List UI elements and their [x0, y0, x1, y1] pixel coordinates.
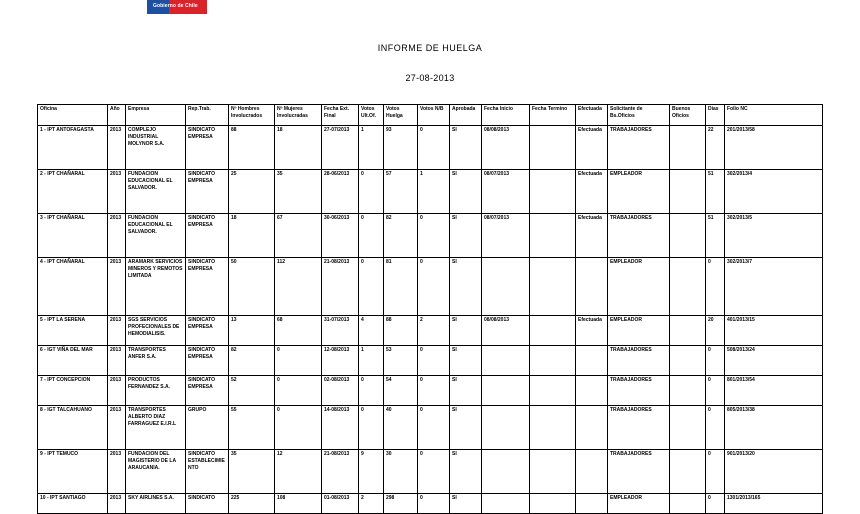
- table-cell: FUNDACION EDUCACIONAL EL SALVADOR.: [126, 214, 186, 258]
- table-cell: [670, 376, 706, 406]
- table-cell: 21-08/2013: [322, 450, 359, 494]
- table-cell: [670, 126, 706, 170]
- column-header: Rep.Trab.: [186, 105, 229, 126]
- table-cell: SINDICATO EMPRESA: [186, 214, 229, 258]
- table-cell: [530, 450, 576, 494]
- table-cell: 302/2013/5: [725, 214, 823, 258]
- table-row: [38, 376, 823, 406]
- table-cell: 2013: [108, 450, 126, 494]
- table-cell: 298: [384, 494, 418, 514]
- table-cell: SINDICATO ESTABLECIMIENTO: [186, 450, 229, 494]
- table-row: [38, 450, 823, 494]
- table-cell: 2013: [108, 316, 126, 346]
- table-cell: SINDICATO EMPRESA: [186, 376, 229, 406]
- table-cell: 1: [359, 346, 384, 376]
- table-cell: 28-06/2013: [322, 170, 359, 214]
- table-cell: [576, 346, 608, 376]
- table-cell: 35: [275, 170, 322, 214]
- table-cell: 0: [275, 406, 322, 450]
- table-cell: 08/07/2013: [482, 214, 530, 258]
- table-cell: [670, 494, 706, 514]
- table-cell: [530, 316, 576, 346]
- table-cell: 1301/2013/165: [725, 494, 823, 514]
- table-cell: 67: [275, 214, 322, 258]
- table-cell: 1 - IPT ANTOFAGASTA: [38, 126, 108, 170]
- table-cell: SINDICATO EMPRESA: [186, 316, 229, 346]
- table-row: [38, 258, 823, 316]
- header-row: [38, 105, 823, 126]
- table-row: [38, 406, 823, 450]
- table-cell: 14-08/2013: [322, 406, 359, 450]
- table-cell: [482, 376, 530, 406]
- table-cell: SINDICATO: [186, 494, 229, 514]
- column-header: Nº Mujeres Involucradas: [275, 105, 322, 126]
- table-cell: 302/2013/4: [725, 170, 823, 214]
- column-header: Solicitante de Bs.Oficios: [608, 105, 670, 126]
- table-cell: Efectuada: [576, 126, 608, 170]
- table-cell: EMPLEADOR: [608, 316, 670, 346]
- table-cell: 0: [275, 376, 322, 406]
- table-cell: 0: [275, 346, 322, 376]
- table-cell: PRODUCTOS FERNANDEZ S.A.: [126, 376, 186, 406]
- table-cell: ARAMARK SERVICIOS MINEROS Y REMOTOS LIMITADA: [126, 258, 186, 316]
- table-cell: [670, 346, 706, 376]
- table-cell: TRABAJADORES: [608, 346, 670, 376]
- table-cell: 30-06/2013: [322, 214, 359, 258]
- table-cell: 2013: [108, 406, 126, 450]
- table-cell: 508/2013/24: [725, 346, 823, 376]
- table-cell: [670, 170, 706, 214]
- table-cell: 01-08/2013: [322, 494, 359, 514]
- table-cell: 30: [384, 450, 418, 494]
- table-cell: [482, 406, 530, 450]
- table-cell: 51: [706, 170, 725, 214]
- table-cell: SGS SERVICIOS PROFECIONALES DE HEMODIALISIS.: [126, 316, 186, 346]
- table-row: [38, 170, 823, 214]
- table-cell: SI: [450, 258, 482, 316]
- table-cell: EMPLEADOR: [608, 494, 670, 514]
- table-cell: 51: [706, 214, 725, 258]
- column-header: Efectuada: [576, 105, 608, 126]
- table-cell: 0: [418, 126, 450, 170]
- table-cell: [482, 494, 530, 514]
- table-cell: 0: [359, 406, 384, 450]
- table-cell: 20: [706, 316, 725, 346]
- table-cell: [530, 494, 576, 514]
- table-cell: SKY AIRLINES S.A.: [126, 494, 186, 514]
- strike-report-table: [37, 104, 823, 514]
- table-cell: 54: [384, 376, 418, 406]
- table-cell: 9 - IPT TEMUCO: [38, 450, 108, 494]
- table-cell: 0: [706, 346, 725, 376]
- table-cell: 25: [229, 170, 275, 214]
- table-cell: 0: [359, 214, 384, 258]
- table-cell: 27-07/2013: [322, 126, 359, 170]
- table-cell: Efectuada: [576, 316, 608, 346]
- table-cell: TRABAJADORES: [608, 406, 670, 450]
- table-cell: SI: [450, 316, 482, 346]
- column-header: Días: [706, 105, 725, 126]
- table-cell: 82: [229, 346, 275, 376]
- table-cell: 52: [229, 376, 275, 406]
- table-cell: 82: [384, 214, 418, 258]
- table-cell: Efectuada: [576, 170, 608, 214]
- table-cell: [530, 346, 576, 376]
- table-cell: 2013: [108, 346, 126, 376]
- table-row: [38, 316, 823, 346]
- table-cell: EMPLEADOR: [608, 258, 670, 316]
- table-cell: 18: [275, 126, 322, 170]
- table-cell: SI: [450, 346, 482, 376]
- table-cell: [576, 258, 608, 316]
- table-cell: 88: [229, 126, 275, 170]
- table-cell: [482, 346, 530, 376]
- table-cell: 0: [418, 450, 450, 494]
- table-cell: 0: [706, 258, 725, 316]
- column-header: Fecha Termino: [530, 105, 576, 126]
- table-cell: [482, 450, 530, 494]
- table-cell: 55: [229, 406, 275, 450]
- table-cell: 201/2013/58: [725, 126, 823, 170]
- table-cell: 40: [384, 406, 418, 450]
- table-cell: 93: [384, 126, 418, 170]
- table-cell: 0: [418, 406, 450, 450]
- table-cell: 2013: [108, 258, 126, 316]
- table-cell: EMPLEADOR: [608, 170, 670, 214]
- table-cell: TRABAJADORES: [608, 214, 670, 258]
- table-cell: 08/08/2013: [482, 316, 530, 346]
- column-header: Empresa: [126, 105, 186, 126]
- table-cell: 57: [384, 170, 418, 214]
- table-cell: 08/08/2013: [482, 126, 530, 170]
- table-cell: [530, 406, 576, 450]
- table-cell: 0: [418, 494, 450, 514]
- table-cell: 0: [706, 450, 725, 494]
- table-cell: 12: [275, 450, 322, 494]
- table-cell: 1: [418, 170, 450, 214]
- column-header: Año: [108, 105, 126, 126]
- table-cell: 0: [418, 376, 450, 406]
- column-header: Votos N/B: [418, 105, 450, 126]
- table-cell: 1: [359, 126, 384, 170]
- table-cell: 108: [275, 494, 322, 514]
- column-header: Votos Ult.Of.: [359, 105, 384, 126]
- table-cell: SI: [450, 376, 482, 406]
- table-cell: SINDICATO EMPRESA: [186, 170, 229, 214]
- table-cell: [482, 258, 530, 316]
- table-cell: 2: [359, 494, 384, 514]
- column-header: Fecha Ext. Final: [322, 105, 359, 126]
- table-cell: TRABAJADORES: [608, 376, 670, 406]
- table-cell: SINDICATO EMPRESA: [186, 258, 229, 316]
- table-cell: 5 - IPT LA SERENA: [38, 316, 108, 346]
- table-cell: SI: [450, 494, 482, 514]
- table-cell: TRABAJADORES: [608, 450, 670, 494]
- table-cell: 901/2013/20: [725, 450, 823, 494]
- table-cell: 2013: [108, 494, 126, 514]
- table-cell: 401/2013/15: [725, 316, 823, 346]
- report-title: INFORME DE HUELGA: [377, 43, 483, 53]
- table-cell: 31-07/2013: [322, 316, 359, 346]
- report-date: 27-08-2013: [405, 73, 455, 83]
- table-cell: 35: [229, 450, 275, 494]
- table-cell: GRUPO: [186, 406, 229, 450]
- table-cell: 21-08/2013: [322, 258, 359, 316]
- table-cell: 2013: [108, 214, 126, 258]
- table-cell: 0: [359, 376, 384, 406]
- table-cell: 13: [229, 316, 275, 346]
- table-cell: [670, 258, 706, 316]
- table-cell: 0: [706, 494, 725, 514]
- column-header: Nº Hombres Involucrados: [229, 105, 275, 126]
- table-cell: [576, 494, 608, 514]
- column-header: Oficina: [38, 105, 108, 126]
- table-cell: 02-08/2013: [322, 376, 359, 406]
- table-cell: 0: [706, 376, 725, 406]
- table-cell: 4 - IPT CHAÑARAL: [38, 258, 108, 316]
- table-cell: SI: [450, 126, 482, 170]
- table-cell: 0: [706, 406, 725, 450]
- table-cell: FUNDACION DEL MAGISTERIO DE LA ARAUCANIA.: [126, 450, 186, 494]
- table-cell: TRANSPORTES ANFER S.A.: [126, 346, 186, 376]
- table-cell: 08/07/2013: [482, 170, 530, 214]
- table-cell: 2 - IPT CHAÑARAL: [38, 170, 108, 214]
- table-cell: 2: [418, 316, 450, 346]
- table-cell: 0: [359, 170, 384, 214]
- table-cell: 2013: [108, 170, 126, 214]
- table-cell: [670, 214, 706, 258]
- table-cell: 10 - IPT SANTIAGO: [38, 494, 108, 514]
- table-cell: [530, 214, 576, 258]
- table-cell: 2013: [108, 376, 126, 406]
- column-header: Folio NC: [725, 105, 823, 126]
- table-cell: 9: [359, 450, 384, 494]
- table-cell: [530, 376, 576, 406]
- table-cell: 12-08/2013: [322, 346, 359, 376]
- table-cell: TRANSPORTES ALBERTO DIAZ FARRAGUEZ E.I.R.L: [126, 406, 186, 450]
- table-cell: [576, 376, 608, 406]
- column-header: Fecha Inicio: [482, 105, 530, 126]
- table-cell: [530, 258, 576, 316]
- table-cell: [670, 316, 706, 346]
- table-cell: 112: [275, 258, 322, 316]
- table-cell: 81: [384, 258, 418, 316]
- table-cell: Efectuada: [576, 214, 608, 258]
- table-cell: SI: [450, 170, 482, 214]
- table-cell: 2013: [108, 126, 126, 170]
- table-cell: 22: [706, 126, 725, 170]
- table-row: [38, 494, 823, 514]
- gov-label: Gobierno de Chile: [153, 3, 198, 9]
- table-cell: 6 - IGT VIÑA DEL MAR: [38, 346, 108, 376]
- table-cell: COMPLEJO INDUSTRIAL MOLYNOR S.A.: [126, 126, 186, 170]
- table-cell: TRABAJADORES: [608, 126, 670, 170]
- table-cell: [530, 126, 576, 170]
- table-cell: 18: [229, 214, 275, 258]
- table-cell: SI: [450, 450, 482, 494]
- table-cell: 8 - IGT TALCAHUANO: [38, 406, 108, 450]
- column-header: Votos Huelga: [384, 105, 418, 126]
- table-cell: 0: [359, 258, 384, 316]
- table-cell: FUNDACION EDUCACIONAL EL SALVADOR.: [126, 170, 186, 214]
- table-row: [38, 126, 823, 170]
- table-row: [38, 214, 823, 258]
- table-cell: 302/2013/7: [725, 258, 823, 316]
- table-cell: [576, 450, 608, 494]
- table-cell: 3 - IPT CHAÑARAL: [38, 214, 108, 258]
- table-cell: 801/2013/54: [725, 376, 823, 406]
- table-cell: [670, 406, 706, 450]
- column-header: Aprobada: [450, 105, 482, 126]
- table-cell: 805/2013/38: [725, 406, 823, 450]
- table-cell: [576, 406, 608, 450]
- table-row: [38, 346, 823, 376]
- column-header: Buenos Oficios: [670, 105, 706, 126]
- table-cell: 0: [418, 258, 450, 316]
- table-cell: 225: [229, 494, 275, 514]
- table-cell: 50: [229, 258, 275, 316]
- table-cell: 0: [418, 214, 450, 258]
- table-cell: 53: [384, 346, 418, 376]
- table-cell: SINDICATO EMPRESA: [186, 126, 229, 170]
- table-cell: 88: [384, 316, 418, 346]
- table-cell: 4: [359, 316, 384, 346]
- table-cell: SI: [450, 214, 482, 258]
- table-cell: 0: [418, 346, 450, 376]
- table-cell: [530, 170, 576, 214]
- table-cell: SI: [450, 406, 482, 450]
- table-cell: SINDICATO EMPRESA: [186, 346, 229, 376]
- table-cell: [670, 450, 706, 494]
- table-cell: 68: [275, 316, 322, 346]
- table-cell: 7 - IPT CONCEPCION: [38, 376, 108, 406]
